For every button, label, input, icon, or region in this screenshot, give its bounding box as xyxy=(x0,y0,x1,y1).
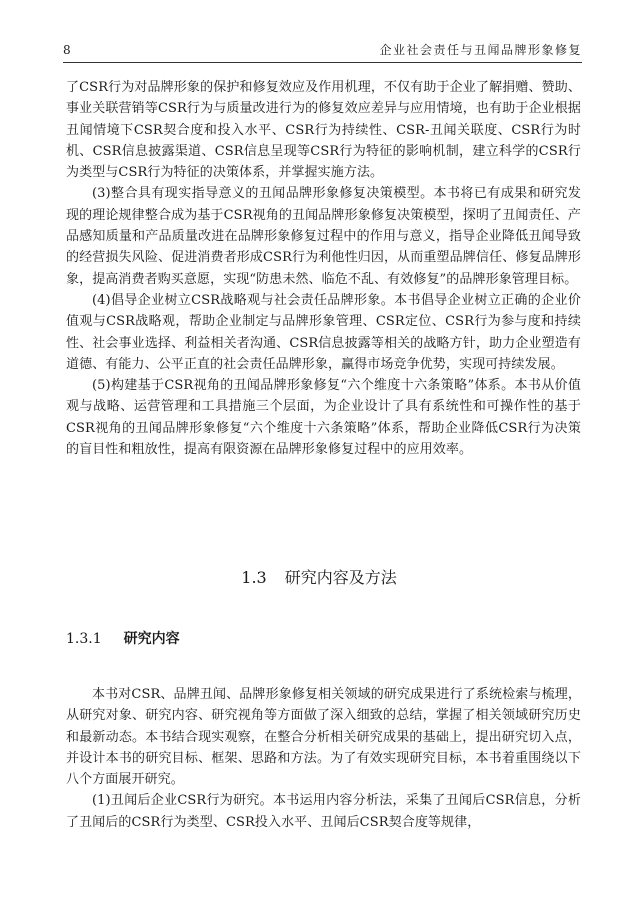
bottom-text-block xyxy=(66,684,581,833)
subsection-number: 1.3.1 xyxy=(66,631,102,647)
top-text-block xyxy=(66,77,581,460)
paragraph-item-3: (3)整合具有现实指导意义的丑闻品牌形象修复决策模型。本书将已有成果和研究发现的理论规律整合成为基于CSR视角的丑闻品牌形象修复决策模型，探明了丑闻责任、产品感知质量和产品质量改进在品牌形象修复过程中的作用与意义，指导企业降低丑闻导致的经营损失风险、促进消费者形成CSR行为利他性归因，从而重塑品牌信任、修复品牌形象，提高消费者购买意愿，实现“防患未然、临危不乱、有效修复”的品牌形象管理目标。 xyxy=(66,186,581,287)
paragraph-intro: 本书对CSR、品牌丑闻、品牌形象修复相关领域的研究成果进行了系统检索与梳理，从研究对象、研究内容、研究视角等方面做了深入细致的总结，掌握了相关领域研究历史和最新动态。本书结合现实观察，在整合分析相关研究成果的基础上，提出研究切入点，并设计本书的研究目标、框架、思路和方法。为了有效实现研究目标，本书着重围绕以下八个方面展开研究。 xyxy=(66,687,581,788)
subsection-title: 研究内容 xyxy=(123,631,180,647)
section-heading xyxy=(0,568,638,588)
section-number: 1.3 xyxy=(241,568,267,587)
paragraph-item-4: (4)倡导企业树立CSR战略观与社会责任品牌形象。本书倡导企业树立正确的企业价值观与CSR战略观，帮助企业制定与品牌形象管理、CSR定位、CSR行为参与度和持续性、社会事业选择、利益相关者沟通、CSR信息披露等相关的战略方针，助力企业塑造有道德、有能力、公平正直的社会责任品牌形象，赢得市场竞争优势，实现可持续发展。 xyxy=(66,292,581,372)
subsection-heading xyxy=(66,629,180,649)
running-title: 企业社会责任与丑闻品牌形象修复 xyxy=(379,43,582,57)
paragraph-item-1: (1)丑闻后企业CSR行为研究。本书运用内容分析法，采集了丑闻后CSR信息，分析了丑闻后的CSR行为类型、CSR投入水平、丑闻后CSR契合度等规律， xyxy=(66,793,581,830)
section-title: 研究内容及方法 xyxy=(284,568,397,587)
page-number: 8 xyxy=(63,43,71,57)
paragraph-item-5: (5)构建基于CSR视角的丑闻品牌形象修复“六个维度十六条策略”体系。本书从价值观与战略、运营管理和工具措施三个层面，为企业设计了具有系统性和可操作性的基于CSR视角的丑闻品牌形象修复“六个维度十六条策略”体系，帮助企业降低CSR行为决策的盲目性和粗放性，提高有限资源在品牌形象修复过程中的应用效率。 xyxy=(66,378,581,458)
page-header xyxy=(63,40,582,63)
paragraph-continued: 了CSR行为对品牌形象的保护和修复效应及作用机理，不仅有助于企业了解捐赠、赞助、事业关联营销等CSR行为与质量改进行为的修复效应差异与应用情境，也有助于企业根据丑闻情境下CSR契合度和投入水平、CSR行为持续性、CSR-丑闻关联度、CSR行为时机、CSR信息披露渠道、CSR信息呈现等CSR行为特征的影响机制，建立科学的CSR行为类型与CSR行为特征的决策体系，并掌握实施方法。 xyxy=(66,80,581,181)
